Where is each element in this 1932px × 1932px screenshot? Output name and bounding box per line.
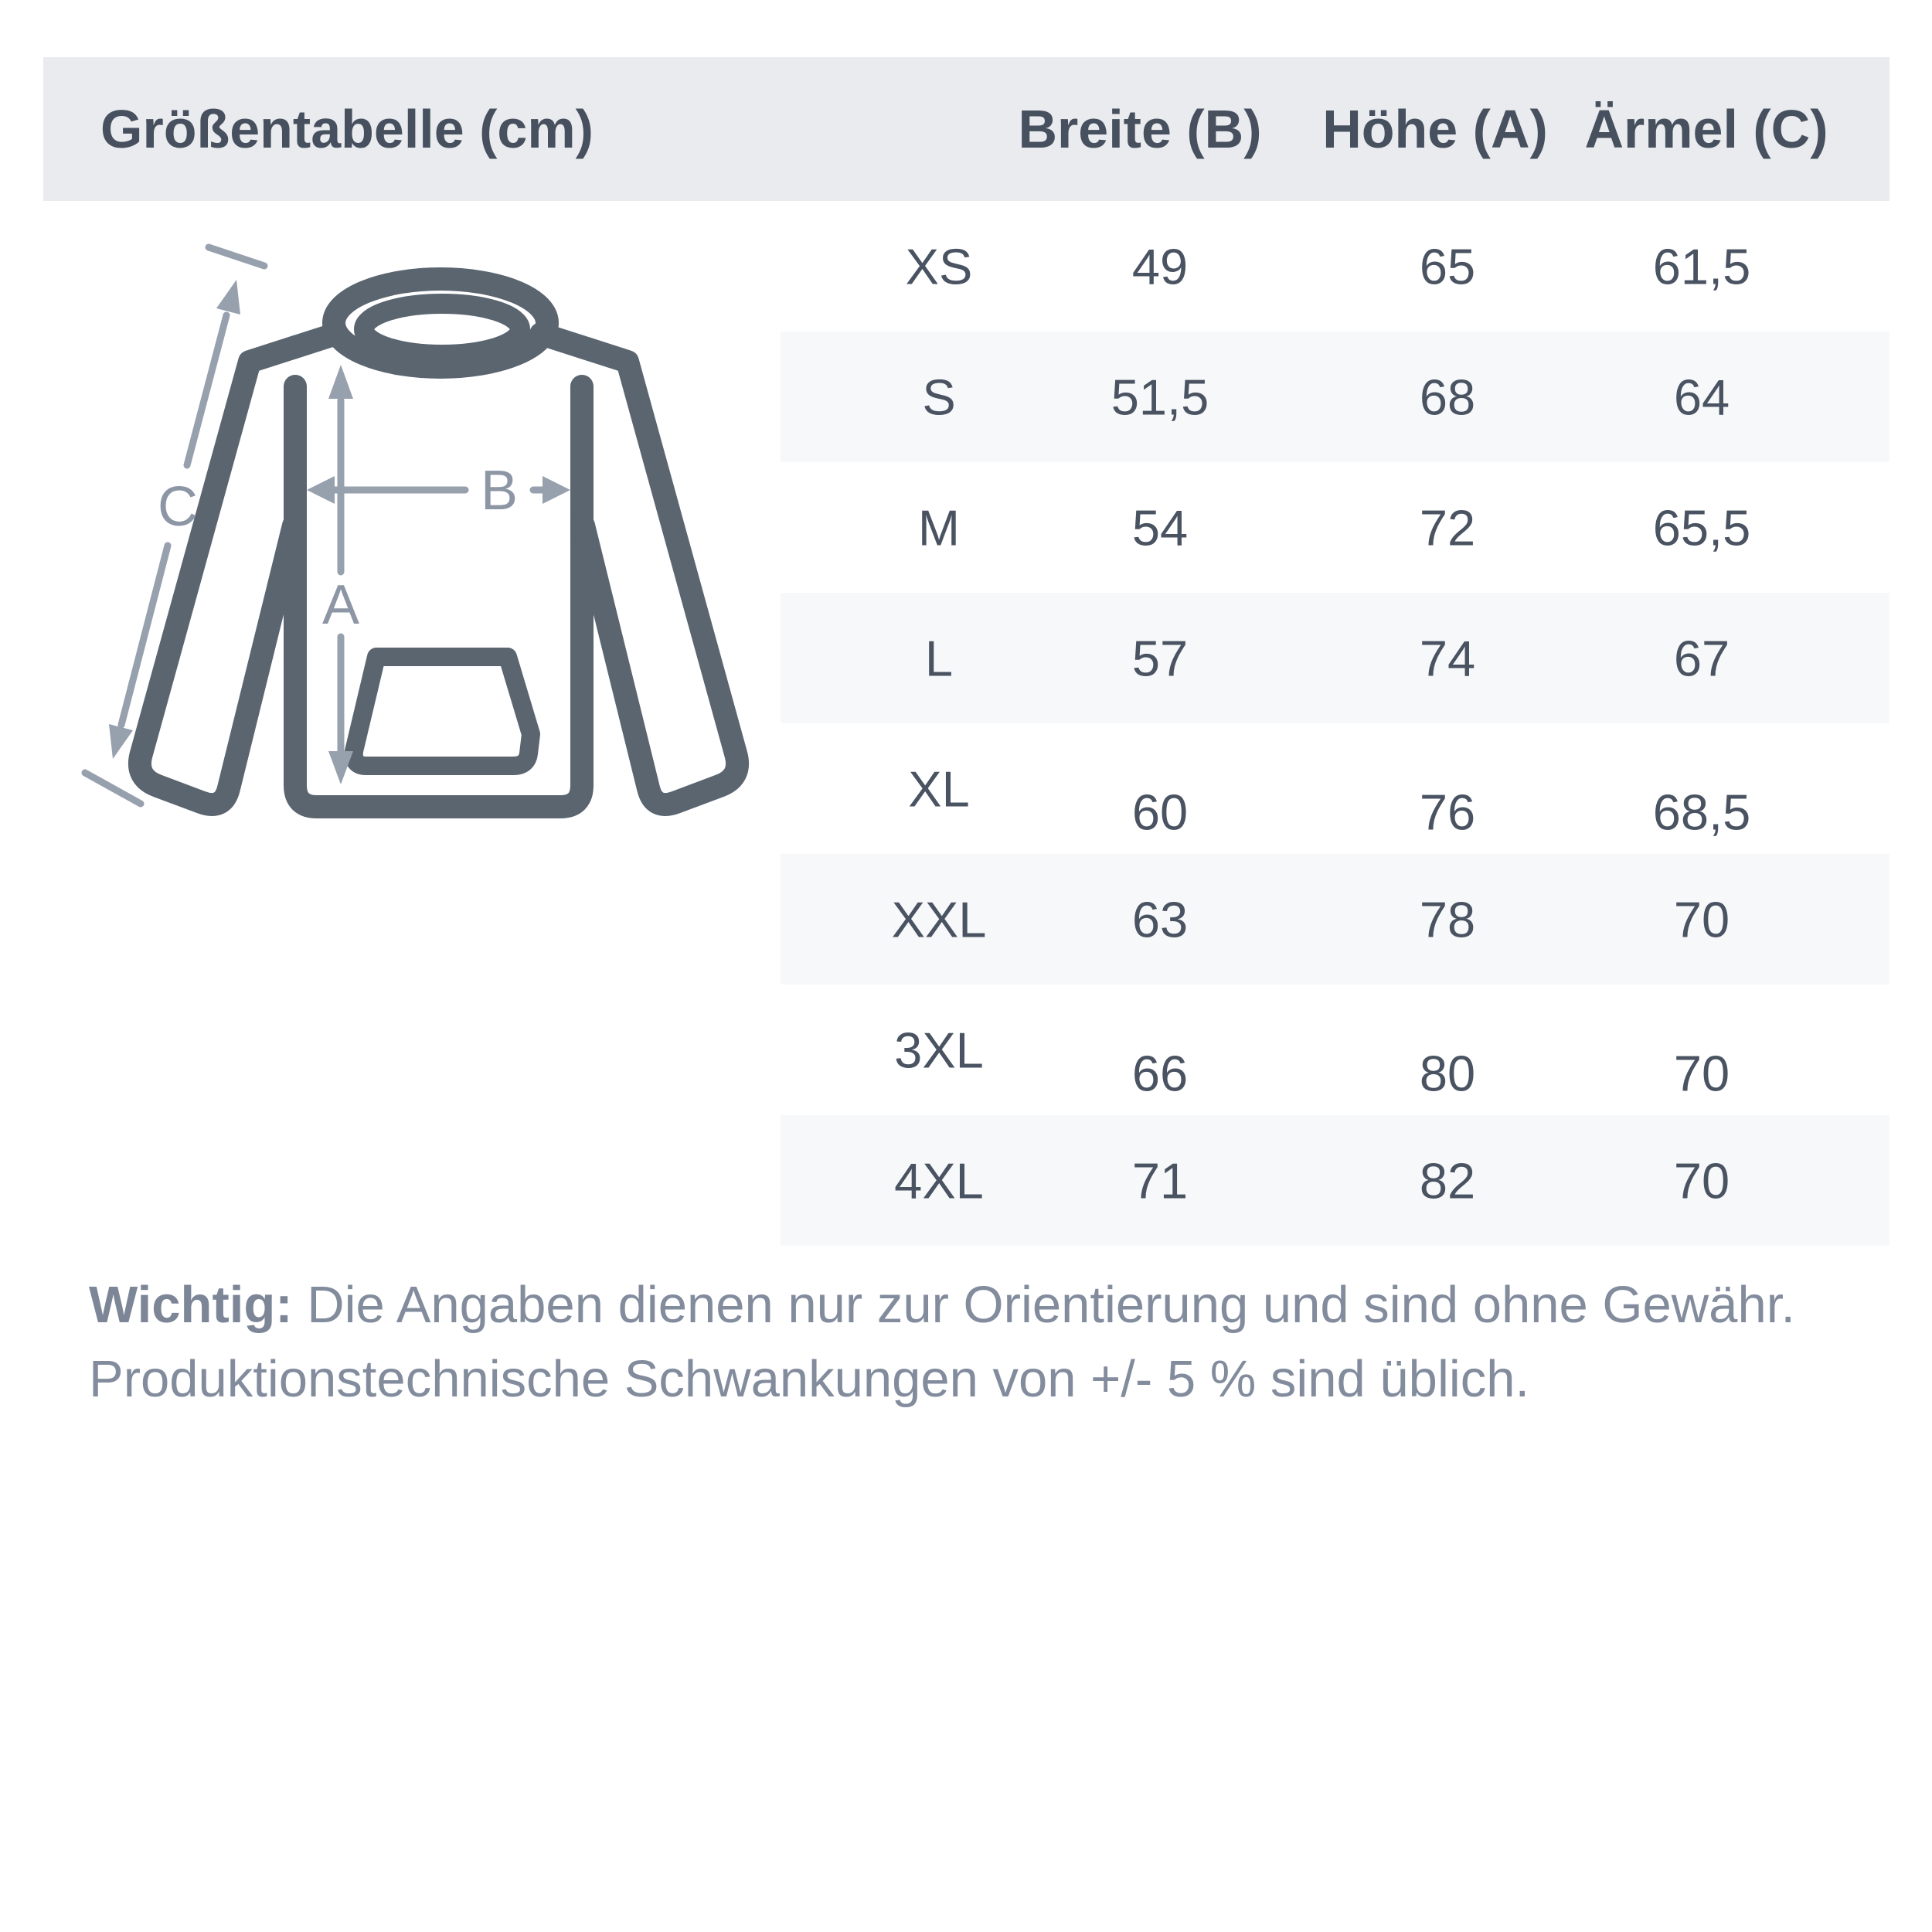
disclaimer-text-2: Produktionstechnische Schwankungen von +/- 5 % sind üblich. — [89, 1350, 1530, 1408]
measure-tick-top — [209, 247, 264, 266]
hoehe-value: 65 — [1419, 238, 1476, 294]
hood-inner-ring — [364, 304, 520, 355]
table-row-xs — [781, 201, 1889, 332]
table-row-l — [781, 593, 1889, 723]
hoehe-value: 80 — [1419, 1045, 1476, 1101]
page-title: Größentabelle (cm) — [100, 99, 594, 159]
table-row-3xl — [781, 985, 1889, 1115]
aermel-value: 70 — [1673, 891, 1730, 947]
arrowhead-b-right — [543, 476, 570, 504]
hoodie-measurement-diagram — [70, 201, 765, 835]
breite-value: 51,5 — [1111, 369, 1209, 425]
aermel-value: 65,5 — [1652, 499, 1751, 556]
size-label: 4XL — [894, 1152, 984, 1209]
aermel-value: 70 — [1673, 1045, 1730, 1101]
size-label: XS — [905, 238, 973, 294]
size-label: S — [922, 369, 956, 425]
table-row-xl — [781, 723, 1889, 854]
table-row-4xl — [781, 1115, 1889, 1246]
column-header-aermel: Ärmel (C) — [1584, 99, 1828, 159]
aermel-value: 70 — [1673, 1152, 1730, 1209]
aermel-value: 64 — [1673, 369, 1730, 425]
hoehe-value: 68 — [1419, 369, 1476, 425]
disclaimer-text-1: Die Angaben dienen nur zur Orientierung und sind ohne Gewähr. — [292, 1276, 1795, 1334]
column-header-breite: Breite (B) — [1018, 99, 1262, 159]
size-label: XL — [908, 760, 970, 817]
hoehe-value: 78 — [1419, 891, 1476, 947]
hoehe-value: 74 — [1419, 630, 1476, 686]
arrowhead-a-up — [328, 365, 353, 399]
breite-value: 54 — [1131, 499, 1189, 556]
size-label: 3XL — [894, 1022, 984, 1078]
hoehe-value: 72 — [1419, 499, 1476, 556]
aermel-value: 67 — [1673, 630, 1730, 686]
aermel-value: 68,5 — [1652, 784, 1751, 840]
table-row-m — [781, 462, 1889, 593]
size-label: XXL — [891, 891, 987, 947]
disclaimer-line-2 — [89, 1342, 1889, 1417]
size-table — [781, 201, 1889, 1246]
disclaimer-line-1 — [89, 1268, 1889, 1342]
table-row-s — [781, 332, 1889, 462]
table-row-xxl — [781, 854, 1889, 985]
arrowhead-c-down — [109, 724, 133, 759]
aermel-value: 61,5 — [1652, 238, 1751, 294]
breite-value: 71 — [1131, 1152, 1189, 1209]
size-label: L — [924, 630, 954, 686]
label-a: A — [321, 574, 360, 636]
size-chart-header — [43, 57, 1889, 201]
hoodie-pocket — [354, 657, 531, 766]
breite-value: 63 — [1131, 891, 1189, 947]
label-c: C — [158, 476, 198, 538]
size-label: M — [917, 499, 961, 556]
breite-value: 60 — [1131, 784, 1189, 840]
hoehe-value: 82 — [1419, 1152, 1476, 1209]
disclaimer-emphasis: Wichtig: — [89, 1276, 293, 1334]
disclaimer-note — [89, 1268, 1889, 1417]
column-header-hoehe: Höhe (A) — [1322, 99, 1548, 159]
hoehe-value: 76 — [1419, 784, 1476, 840]
arrowhead-b-left — [307, 476, 335, 504]
breite-value: 57 — [1131, 630, 1189, 686]
breite-value: 49 — [1131, 238, 1189, 294]
arrowhead-c-up — [216, 280, 240, 315]
breite-value: 66 — [1131, 1045, 1189, 1101]
label-b: B — [480, 460, 519, 522]
